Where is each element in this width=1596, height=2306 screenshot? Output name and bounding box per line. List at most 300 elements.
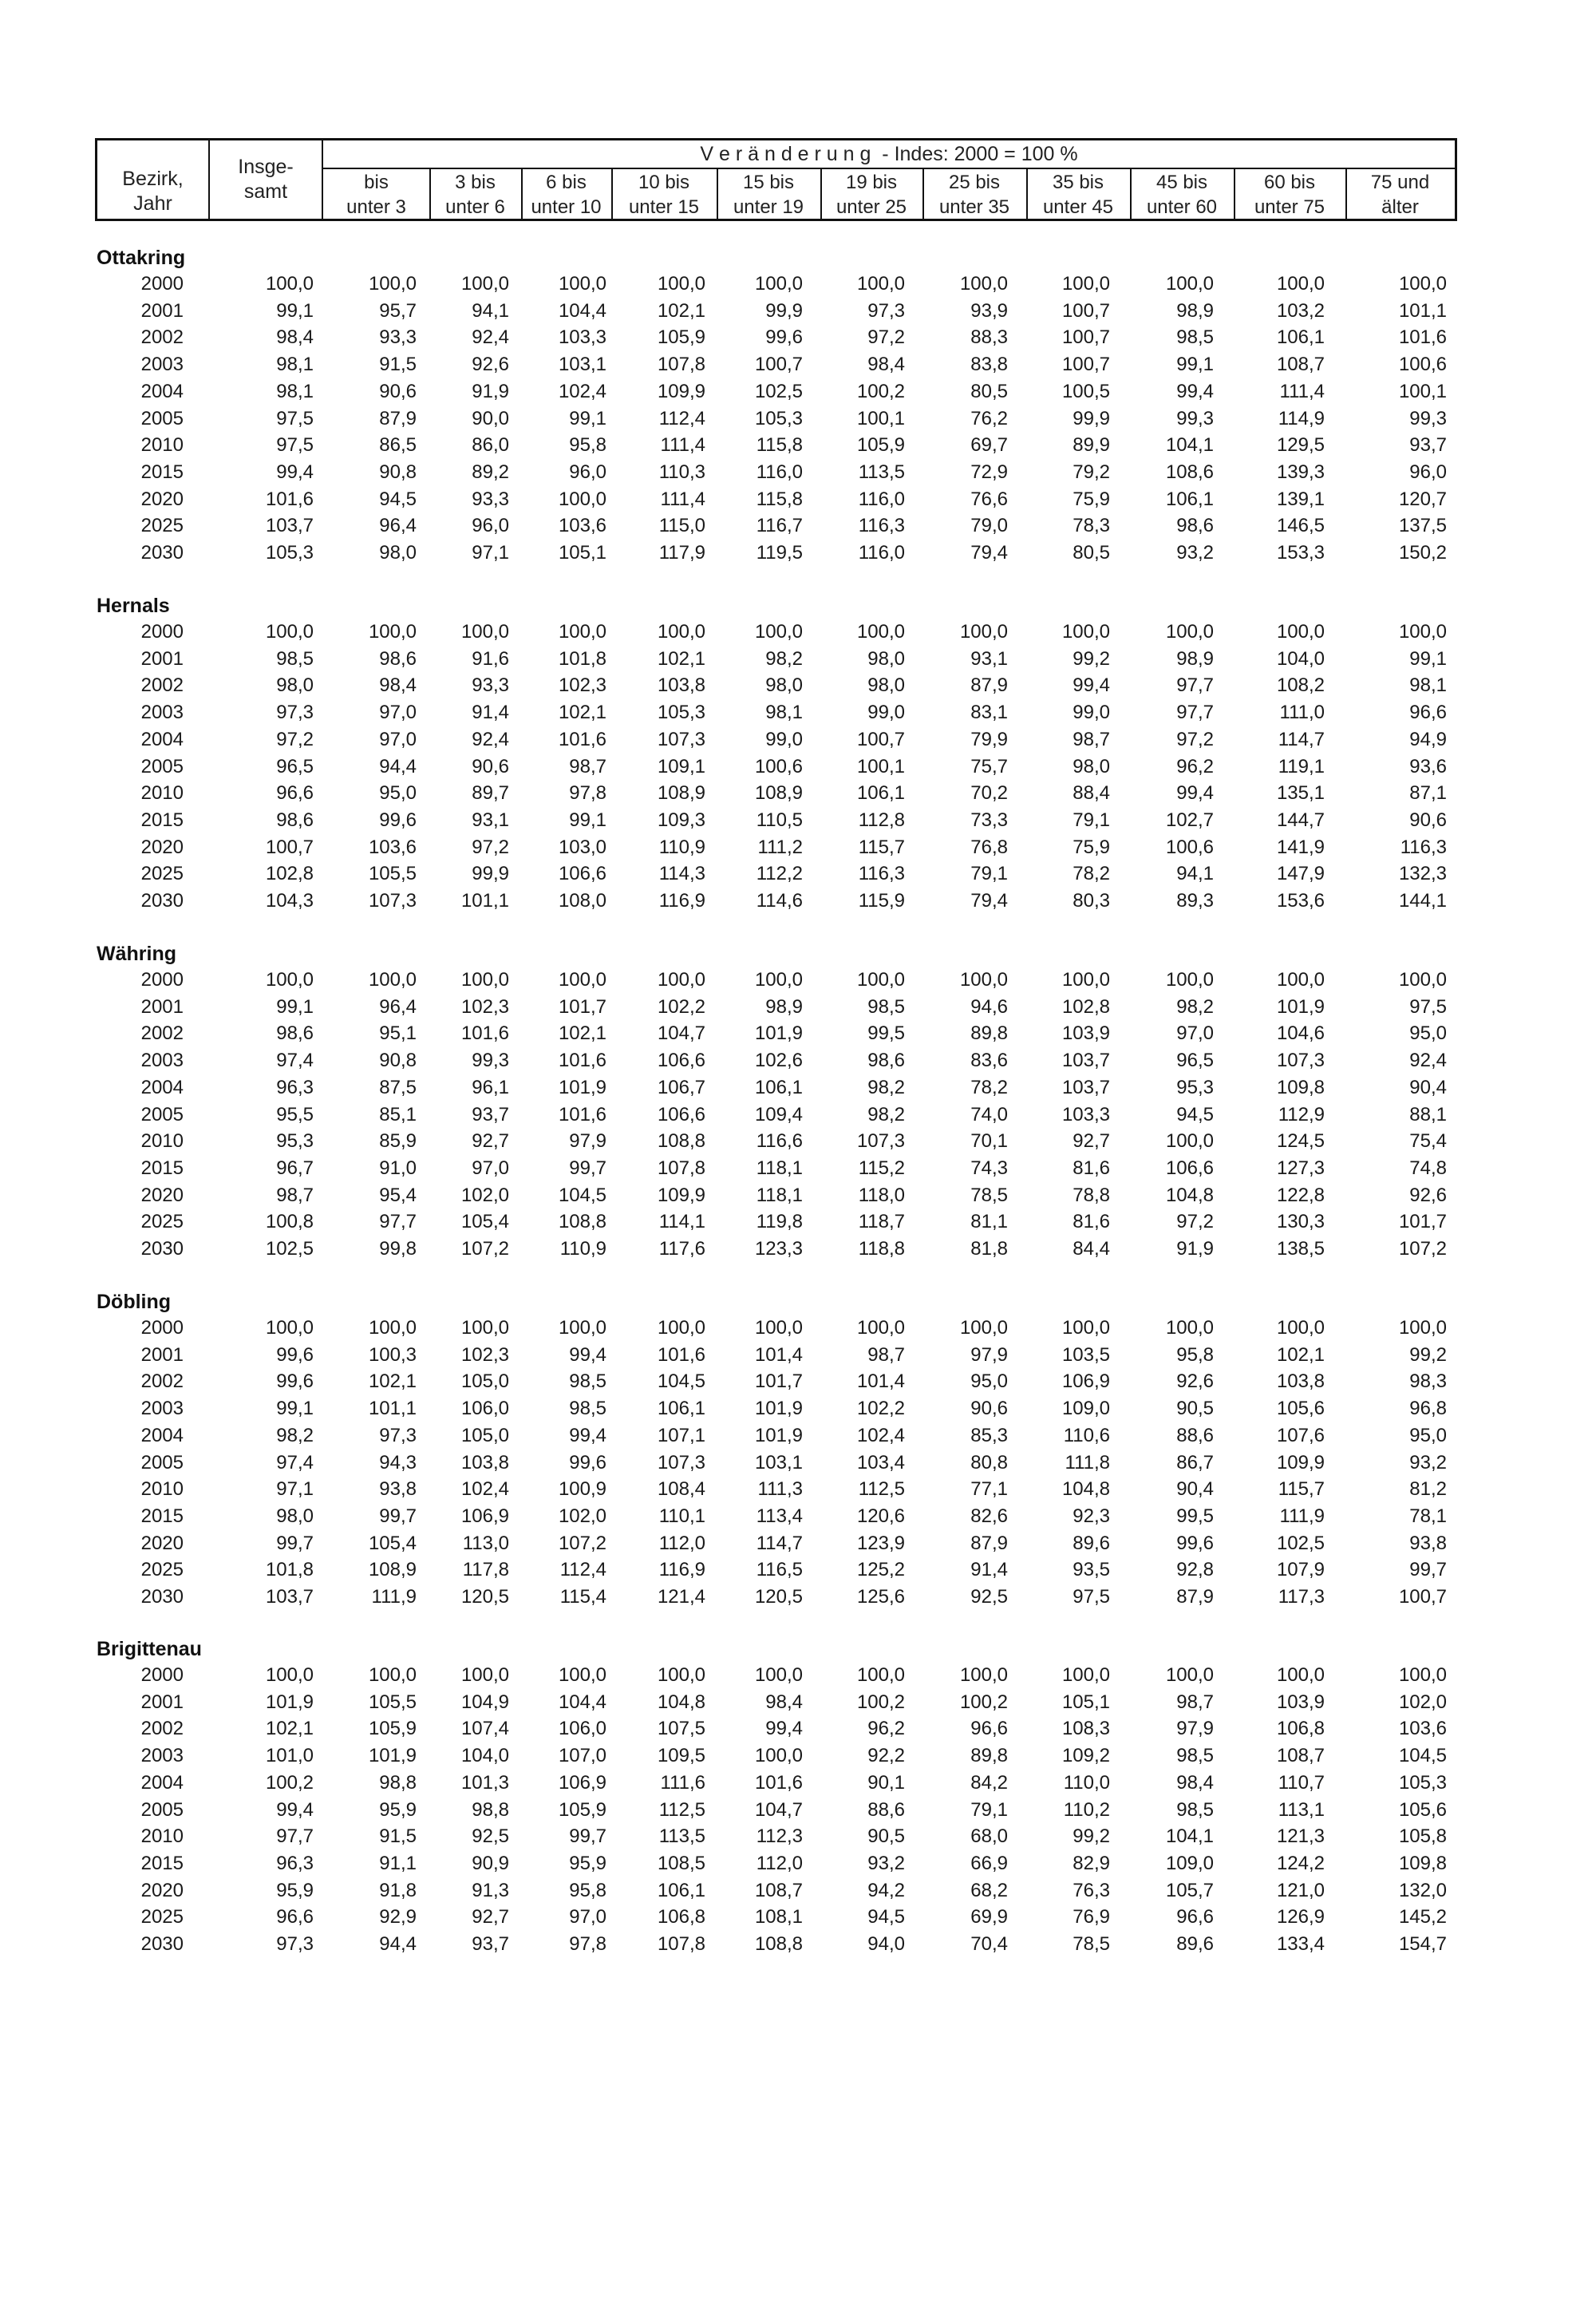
- value-cell: 101,4: [856, 1371, 905, 1393]
- value-cell: 92,4: [472, 326, 509, 349]
- value-cell: 83,1: [970, 702, 1008, 724]
- value-cell: 82,6: [970, 1505, 1008, 1527]
- value-cell: 120,5: [754, 1586, 803, 1608]
- value-cell: 105,8: [1398, 1825, 1447, 1848]
- value-cell: 98,0: [276, 674, 314, 697]
- value-cell: 109,1: [657, 755, 705, 777]
- value-cell: 115,8: [756, 488, 803, 510]
- value-cell: 106,9: [558, 1771, 606, 1794]
- value-cell: 99,2: [1073, 647, 1110, 670]
- value-cell: 99,9: [765, 299, 803, 322]
- value-cell: 97,5: [276, 434, 314, 457]
- column-header-line-2: unter 45: [1042, 196, 1114, 218]
- value-cell: 100,0: [460, 1664, 509, 1686]
- value-cell: 88,6: [867, 1798, 905, 1821]
- year-cell: 2003: [140, 702, 184, 724]
- value-cell: 89,6: [1073, 1532, 1110, 1554]
- value-cell: 102,2: [657, 995, 705, 1018]
- year-cell: 2005: [140, 1103, 184, 1125]
- value-cell: 107,1: [657, 1424, 705, 1446]
- value-cell: 100,0: [1061, 1317, 1110, 1339]
- year-cell: 2015: [140, 1852, 184, 1874]
- value-cell: 99,7: [569, 1825, 606, 1848]
- value-cell: 115,9: [858, 890, 905, 912]
- value-cell: 109,8: [1276, 1076, 1325, 1098]
- value-cell: 94,4: [379, 755, 417, 777]
- value-cell: 108,1: [754, 1906, 803, 1928]
- value-cell: 101,8: [558, 647, 606, 670]
- value-cell: 98,6: [276, 809, 314, 831]
- value-cell: 104,0: [460, 1745, 509, 1767]
- table-row: [0, 1770, 1596, 1797]
- value-cell: 100,0: [558, 273, 606, 295]
- table-row: [0, 1208, 1596, 1236]
- value-cell: 94,5: [1176, 1103, 1214, 1125]
- value-cell: 94,1: [472, 299, 509, 322]
- value-cell: 98,2: [867, 1076, 905, 1098]
- value-cell: 100,0: [856, 1664, 905, 1686]
- value-cell: 98,0: [867, 647, 905, 670]
- value-cell: 98,4: [276, 326, 314, 349]
- value-cell: 100,0: [754, 1317, 803, 1339]
- region-title: Döbling: [97, 1291, 172, 1313]
- value-cell: 108,7: [754, 1879, 803, 1901]
- year-cell: 2020: [140, 836, 184, 858]
- value-cell: 74,3: [970, 1157, 1008, 1179]
- value-cell: 109,8: [1398, 1852, 1447, 1874]
- value-cell: 150,2: [1398, 542, 1447, 564]
- value-cell: 144,7: [1276, 809, 1325, 831]
- value-cell: 96,5: [1176, 1050, 1214, 1072]
- value-cell: 111,4: [660, 488, 705, 510]
- table-row: [0, 1128, 1596, 1155]
- year-cell: 2010: [140, 1825, 184, 1848]
- value-cell: 105,9: [558, 1798, 606, 1821]
- table-row: [0, 860, 1596, 888]
- year-cell: 2030: [140, 890, 184, 912]
- value-cell: 99,3: [472, 1050, 509, 1072]
- year-cell: 2004: [140, 728, 184, 750]
- region-title: Hernals: [97, 595, 170, 617]
- value-cell: 129,5: [1276, 434, 1325, 457]
- value-cell: 76,3: [1073, 1879, 1110, 1901]
- value-cell: 100,0: [959, 1317, 1008, 1339]
- value-cell: 100,5: [1061, 380, 1110, 402]
- value-cell: 113,1: [1278, 1798, 1325, 1821]
- year-cell: 2002: [140, 1371, 184, 1393]
- value-cell: 117,8: [462, 1559, 509, 1581]
- value-cell: 90,5: [867, 1825, 905, 1848]
- year-cell: 2010: [140, 434, 184, 457]
- value-cell: 153,6: [1276, 890, 1325, 912]
- value-cell: 79,9: [970, 728, 1008, 750]
- column-header-line-2: unter 15: [628, 196, 700, 218]
- value-cell: 109,4: [754, 1103, 803, 1125]
- value-cell: 97,0: [1176, 1022, 1214, 1045]
- value-cell: 108,8: [657, 1130, 705, 1153]
- column-header-line-2: unter 6: [445, 196, 505, 218]
- year-cell: 2010: [140, 1130, 184, 1153]
- value-cell: 95,0: [970, 1371, 1008, 1393]
- value-cell: 97,3: [276, 1933, 314, 1955]
- value-cell: 109,0: [1061, 1398, 1110, 1420]
- table-row: [0, 1020, 1596, 1047]
- value-cell: 117,9: [658, 542, 705, 564]
- value-cell: 101,9: [368, 1745, 417, 1767]
- value-cell: 76,8: [970, 836, 1008, 858]
- value-cell: 107,3: [657, 1451, 705, 1473]
- value-cell: 93,5: [1073, 1559, 1110, 1581]
- year-cell: 2004: [140, 1424, 184, 1446]
- value-cell: 100,0: [1165, 621, 1214, 643]
- value-cell: 96,6: [1409, 702, 1447, 724]
- value-cell: 100,0: [754, 1745, 803, 1767]
- value-cell: 101,7: [754, 1371, 803, 1393]
- header-insgesamt: [210, 155, 322, 204]
- value-cell: 107,8: [657, 354, 705, 376]
- value-cell: 80,5: [970, 380, 1008, 402]
- value-cell: 108,3: [1061, 1718, 1110, 1740]
- value-cell: 100,0: [1165, 1130, 1214, 1153]
- value-cell: 90,1: [867, 1771, 905, 1794]
- region-title: Ottakring: [97, 247, 186, 269]
- value-cell: 112,5: [858, 1478, 905, 1501]
- value-cell: 108,5: [657, 1852, 705, 1874]
- value-cell: 100,0: [754, 621, 803, 643]
- value-cell: 92,3: [1073, 1505, 1110, 1527]
- value-cell: 90,6: [1409, 809, 1447, 831]
- value-cell: 98,8: [472, 1798, 509, 1821]
- value-cell: 120,6: [856, 1505, 905, 1527]
- value-cell: 116,0: [756, 461, 803, 483]
- value-cell: 97,5: [1409, 995, 1447, 1018]
- value-cell: 113,5: [858, 461, 905, 483]
- value-cell: 112,8: [858, 809, 905, 831]
- value-cell: 106,9: [1061, 1371, 1110, 1393]
- value-cell: 97,7: [1176, 702, 1214, 724]
- value-cell: 76,2: [970, 407, 1008, 429]
- value-cell: 78,5: [1073, 1933, 1110, 1955]
- value-cell: 105,9: [657, 326, 705, 349]
- value-cell: 84,4: [1073, 1238, 1110, 1260]
- value-cell: 107,0: [558, 1745, 606, 1767]
- value-cell: 86,0: [472, 434, 509, 457]
- value-cell: 118,7: [858, 1211, 905, 1233]
- table-row: [0, 1662, 1596, 1689]
- table-row: [0, 1395, 1596, 1422]
- value-cell: 101,0: [265, 1745, 314, 1767]
- value-cell: 95,7: [379, 299, 417, 322]
- year-cell: 2002: [140, 674, 184, 697]
- table-row: [0, 619, 1596, 646]
- value-cell: 100,0: [368, 621, 417, 643]
- year-cell: 2003: [140, 354, 184, 376]
- value-cell: 97,9: [1176, 1718, 1214, 1740]
- value-cell: 139,3: [1276, 461, 1325, 483]
- value-cell: 105,0: [460, 1424, 509, 1446]
- column-header-line-2: unter 3: [346, 196, 406, 218]
- value-cell: 116,0: [858, 488, 905, 510]
- value-cell: 100,0: [265, 1664, 314, 1686]
- value-cell: 102,1: [558, 702, 606, 724]
- value-cell: 95,1: [379, 1022, 417, 1045]
- value-cell: 96,6: [276, 782, 314, 805]
- table-row: [0, 1530, 1596, 1557]
- value-cell: 92,4: [472, 728, 509, 750]
- value-cell: 93,3: [472, 674, 509, 697]
- value-cell: 88,1: [1409, 1103, 1447, 1125]
- value-cell: 100,7: [856, 728, 905, 750]
- value-cell: 98,2: [1176, 995, 1214, 1018]
- value-cell: 102,0: [1398, 1691, 1447, 1713]
- year-cell: 2005: [140, 1798, 184, 1821]
- value-cell: 80,8: [970, 1451, 1008, 1473]
- value-cell: 96,0: [569, 461, 606, 483]
- column-header-1: [323, 170, 429, 221]
- value-cell: 111,9: [371, 1586, 417, 1608]
- value-cell: 96,2: [867, 1718, 905, 1740]
- value-cell: 105,5: [368, 1691, 417, 1713]
- value-cell: 87,9: [970, 674, 1008, 697]
- value-cell: 98,2: [765, 647, 803, 670]
- value-cell: 102,1: [265, 1718, 314, 1740]
- value-cell: 92,5: [472, 1825, 509, 1848]
- value-cell: 98,7: [867, 1343, 905, 1366]
- value-cell: 100,0: [558, 488, 606, 510]
- value-cell: 100,0: [265, 1317, 314, 1339]
- value-cell: 99,1: [1409, 647, 1447, 670]
- value-cell: 102,1: [368, 1371, 417, 1393]
- table-row: [0, 378, 1596, 405]
- table-row: [0, 1236, 1596, 1263]
- value-cell: 100,2: [959, 1691, 1008, 1713]
- value-cell: 100,6: [1165, 836, 1214, 858]
- table-row: [0, 432, 1596, 459]
- value-cell: 121,0: [1276, 1879, 1325, 1901]
- value-cell: 97,2: [472, 836, 509, 858]
- value-cell: 100,0: [754, 969, 803, 991]
- value-cell: 100,0: [959, 621, 1008, 643]
- value-cell: 108,9: [754, 782, 803, 805]
- value-cell: 99,6: [276, 1343, 314, 1366]
- value-cell: 138,5: [1276, 1238, 1325, 1260]
- year-cell: 2025: [140, 1559, 184, 1581]
- value-cell: 118,0: [858, 1184, 905, 1206]
- value-cell: 98,7: [569, 755, 606, 777]
- value-cell: 99,1: [1176, 354, 1214, 376]
- value-cell: 92,7: [1073, 1130, 1110, 1153]
- value-cell: 100,0: [1276, 273, 1325, 295]
- year-cell: 2000: [140, 273, 184, 295]
- value-cell: 100,0: [1165, 1317, 1214, 1339]
- column-header-11: [1345, 170, 1455, 221]
- value-cell: 98,7: [276, 1184, 314, 1206]
- year-cell: 2004: [140, 1076, 184, 1098]
- value-cell: 104,8: [657, 1691, 705, 1713]
- value-cell: 96,6: [970, 1718, 1008, 1740]
- value-cell: 70,2: [970, 782, 1008, 805]
- value-cell: 123,9: [856, 1532, 905, 1554]
- table-row: [0, 1047, 1596, 1074]
- value-cell: 109,5: [657, 1745, 705, 1767]
- value-cell: 100,0: [558, 969, 606, 991]
- value-cell: 101,8: [265, 1559, 314, 1581]
- value-cell: 97,3: [276, 702, 314, 724]
- value-cell: 104,5: [657, 1371, 705, 1393]
- value-cell: 70,4: [970, 1933, 1008, 1955]
- value-cell: 108,8: [558, 1211, 606, 1233]
- value-cell: 78,2: [1073, 863, 1110, 885]
- header-bezirk: Bezirk,: [122, 168, 184, 190]
- value-cell: 114,7: [1278, 728, 1325, 750]
- value-cell: 106,0: [460, 1398, 509, 1420]
- value-cell: 106,1: [856, 782, 905, 805]
- year-cell: 2001: [140, 299, 184, 322]
- value-cell: 135,1: [1276, 782, 1325, 805]
- value-cell: 75,4: [1409, 1130, 1447, 1153]
- value-cell: 79,1: [1073, 809, 1110, 831]
- column-header-2: [429, 170, 521, 221]
- column-header-7: [922, 170, 1026, 221]
- header-group-title: V e r ä n d e r u n g - Indes: 2000 = 100 %: [700, 143, 1078, 165]
- value-cell: 89,8: [970, 1022, 1008, 1045]
- year-cell: 2001: [140, 995, 184, 1018]
- value-cell: 99,5: [867, 1022, 905, 1045]
- value-cell: 106,1: [657, 1879, 705, 1901]
- value-cell: 121,4: [657, 1586, 705, 1608]
- value-cell: 113,5: [658, 1825, 705, 1848]
- value-cell: 104,0: [1276, 647, 1325, 670]
- value-cell: 102,4: [460, 1478, 509, 1501]
- value-cell: 101,7: [1398, 1211, 1447, 1233]
- value-cell: 101,9: [754, 1424, 803, 1446]
- value-cell: 91,0: [379, 1157, 417, 1179]
- column-header-5: [717, 170, 820, 221]
- value-cell: 116,9: [658, 890, 705, 912]
- value-cell: 113,4: [756, 1505, 803, 1527]
- value-cell: 100,0: [856, 1317, 905, 1339]
- value-cell: 106,9: [460, 1505, 509, 1527]
- value-cell: 100,2: [265, 1771, 314, 1794]
- value-cell: 100,0: [1398, 273, 1447, 295]
- table-row: [0, 1823, 1596, 1850]
- value-cell: 98,1: [765, 702, 803, 724]
- value-cell: 101,3: [460, 1771, 509, 1794]
- value-cell: 100,0: [959, 1664, 1008, 1686]
- value-cell: 100,7: [1061, 299, 1110, 322]
- value-cell: 98,5: [569, 1371, 606, 1393]
- value-cell: 102,1: [657, 299, 705, 322]
- value-cell: 96,6: [1176, 1906, 1214, 1928]
- value-cell: 99,9: [472, 863, 509, 885]
- value-cell: 112,5: [658, 1798, 705, 1821]
- year-cell: 2025: [140, 1211, 184, 1233]
- value-cell: 97,5: [1073, 1586, 1110, 1608]
- value-cell: 99,6: [569, 1451, 606, 1473]
- value-cell: 97,3: [867, 299, 905, 322]
- value-cell: 98,5: [1176, 1745, 1214, 1767]
- value-cell: 93,6: [1409, 755, 1447, 777]
- value-cell: 95,5: [276, 1103, 314, 1125]
- column-header-10: [1234, 170, 1345, 221]
- value-cell: 98,4: [867, 354, 905, 376]
- value-cell: 104,6: [1276, 1022, 1325, 1045]
- region-title: Währing: [97, 943, 176, 965]
- column-header-line-1: 6 bis: [546, 172, 587, 193]
- value-cell: 100,0: [1061, 621, 1110, 643]
- value-cell: 116,5: [756, 1559, 803, 1581]
- value-cell: 95,3: [1176, 1076, 1214, 1098]
- value-cell: 99,6: [1176, 1532, 1214, 1554]
- value-cell: 100,0: [1165, 1664, 1214, 1686]
- table-row: [0, 1556, 1596, 1584]
- table-row: [0, 1450, 1596, 1477]
- value-cell: 116,0: [858, 542, 905, 564]
- value-cell: 100,0: [657, 1317, 705, 1339]
- value-cell: 102,1: [558, 1022, 606, 1045]
- value-cell: 103,6: [368, 836, 417, 858]
- value-cell: 101,9: [754, 1398, 803, 1420]
- value-cell: 100,9: [558, 1478, 606, 1501]
- value-cell: 66,9: [970, 1852, 1008, 1874]
- value-cell: 99,4: [1073, 674, 1110, 697]
- value-cell: 107,6: [1276, 1424, 1325, 1446]
- value-cell: 77,1: [970, 1478, 1008, 1501]
- year-cell: 2002: [140, 1022, 184, 1045]
- value-cell: 101,9: [754, 1022, 803, 1045]
- value-cell: 103,7: [1061, 1050, 1110, 1072]
- value-cell: 108,7: [1276, 1745, 1325, 1767]
- value-cell: 89,9: [1073, 434, 1110, 457]
- value-cell: 104,4: [558, 1691, 606, 1713]
- value-cell: 93,2: [1176, 542, 1214, 564]
- value-cell: 111,3: [757, 1478, 803, 1501]
- value-cell: 75,7: [970, 755, 1008, 777]
- value-cell: 99,7: [569, 1157, 606, 1179]
- value-cell: 89,3: [1176, 890, 1214, 912]
- value-cell: 100,2: [856, 1691, 905, 1713]
- value-cell: 91,5: [379, 1825, 417, 1848]
- table-row: [0, 1074, 1596, 1102]
- column-header-9: [1130, 170, 1234, 221]
- value-cell: 132,0: [1398, 1879, 1447, 1901]
- column-header-line-2: unter 75: [1254, 196, 1325, 218]
- value-cell: 92,5: [970, 1586, 1008, 1608]
- year-cell: 2010: [140, 782, 184, 805]
- value-cell: 99,7: [1409, 1559, 1447, 1581]
- value-cell: 107,2: [460, 1238, 509, 1260]
- value-cell: 78,5: [970, 1184, 1008, 1206]
- value-cell: 112,9: [1278, 1103, 1325, 1125]
- table-row: [0, 459, 1596, 486]
- value-cell: 112,4: [658, 407, 705, 429]
- value-cell: 87,1: [1409, 782, 1447, 805]
- value-cell: 92,6: [1409, 1184, 1447, 1206]
- value-cell: 118,1: [756, 1184, 803, 1206]
- value-cell: 100,7: [1398, 1586, 1447, 1608]
- value-cell: 96,7: [276, 1157, 314, 1179]
- value-cell: 99,1: [569, 809, 606, 831]
- value-cell: 81,1: [970, 1211, 1008, 1233]
- year-cell: 2005: [140, 1451, 184, 1473]
- table-row: [0, 512, 1596, 540]
- value-cell: 81,6: [1073, 1157, 1110, 1179]
- value-cell: 103,3: [558, 326, 606, 349]
- value-cell: 100,2: [856, 380, 905, 402]
- value-cell: 79,4: [970, 890, 1008, 912]
- value-cell: 141,9: [1276, 836, 1325, 858]
- value-cell: 99,4: [569, 1424, 606, 1446]
